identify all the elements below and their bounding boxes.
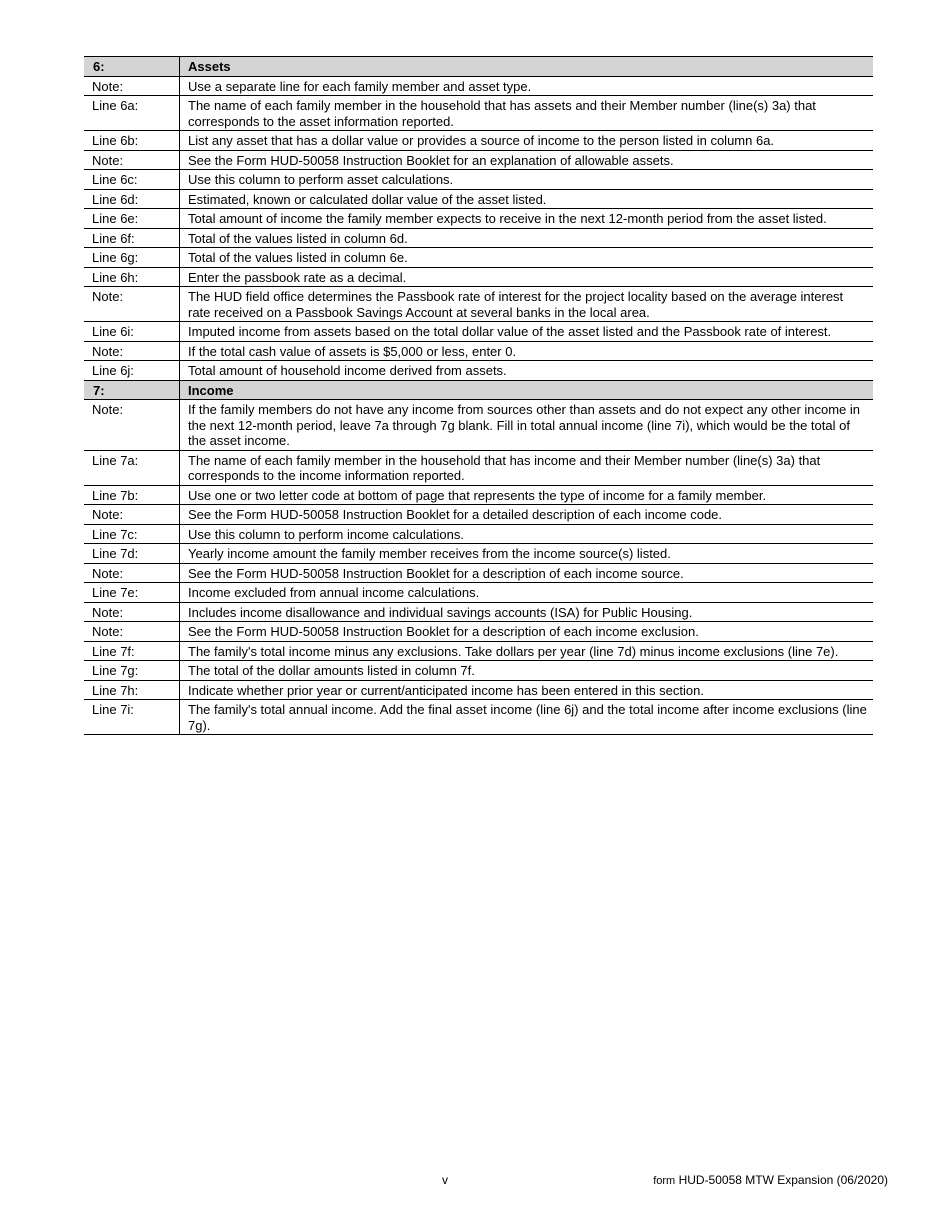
table-row [84, 661, 873, 681]
form-identifier [653, 1173, 888, 1187]
table-row [84, 287, 873, 322]
row-description: Use this column to perform income calculations. [180, 524, 874, 544]
row-label: Note: [84, 505, 180, 525]
row-label: Line 6j: [84, 361, 180, 381]
row-description: See the Form HUD-50058 Instruction Booklet for a description of each income exclusion. [180, 622, 874, 642]
row-label: Line 6h: [84, 267, 180, 287]
row-description: Includes income disallowance and individual savings accounts (ISA) for Public Housing. [180, 602, 874, 622]
row-label: Note: [84, 150, 180, 170]
table-row [84, 563, 873, 583]
table-row [84, 583, 873, 603]
row-description: Yearly income amount the family member receives from the income source(s) listed. [180, 544, 874, 564]
row-description: Use one or two letter code at bottom of page that represents the type of income for a family member. [180, 485, 874, 505]
row-label: Line 7d: [84, 544, 180, 564]
instructions-table [84, 56, 873, 735]
table-row [84, 322, 873, 342]
table-row [84, 602, 873, 622]
row-description: List any asset that has a dollar value or provides a source of income to the person listed in column 6a. [180, 131, 874, 151]
table-row [84, 248, 873, 268]
row-description: The total of the dollar amounts listed in column 7f. [180, 661, 874, 681]
row-label: Note: [84, 400, 180, 451]
row-description: Use this column to perform asset calculations. [180, 170, 874, 190]
row-description: See the Form HUD-50058 Instruction Booklet for a detailed description of each income code. [180, 505, 874, 525]
row-label: Line 7i: [84, 700, 180, 735]
row-description: Total of the values listed in column 6e. [180, 248, 874, 268]
table-row [84, 361, 873, 381]
table-row [84, 641, 873, 661]
row-description: Total of the values listed in column 6d. [180, 228, 874, 248]
row-label: Line 6c: [84, 170, 180, 190]
row-label: Line 7f: [84, 641, 180, 661]
table-row [84, 400, 873, 451]
section-header [84, 380, 873, 400]
row-description: The name of each family member in the household that has assets and their Member number (line(s) 3a) that corresponds to the asset information reported. [180, 96, 874, 131]
row-description: The family's total annual income. Add the final asset income (line 6j) and the total income after income exclusions (line 7g). [180, 700, 874, 735]
table-row [84, 505, 873, 525]
row-label: Note: [84, 76, 180, 96]
table-row [84, 189, 873, 209]
table-row [84, 209, 873, 229]
row-description: See the Form HUD-50058 Instruction Booklet for a description of each income source. [180, 563, 874, 583]
section-title: Assets [180, 57, 874, 77]
table-row [84, 622, 873, 642]
row-label: Line 6f: [84, 228, 180, 248]
row-description: Use a separate line for each family member and asset type. [180, 76, 874, 96]
row-description: The family's total income minus any exclusions. Take dollars per year (line 7d) minus income exclusions (line 7e). [180, 641, 874, 661]
table-row [84, 700, 873, 735]
table-row [84, 96, 873, 131]
table-row [84, 485, 873, 505]
table-row [84, 544, 873, 564]
row-label: Line 7h: [84, 680, 180, 700]
row-description: Total amount of household income derived from assets. [180, 361, 874, 381]
table-row [84, 267, 873, 287]
table-row [84, 150, 873, 170]
row-description: The name of each family member in the household that has income and their Member number (line(s) 3a) that corresponds to the income information reported. [180, 450, 874, 485]
row-label: Note: [84, 563, 180, 583]
instructions-table-body [84, 57, 873, 735]
row-label: Line 6e: [84, 209, 180, 229]
form-name: HUD-50058 MTW Expansion (06/2020) [678, 1173, 888, 1187]
table-row [84, 341, 873, 361]
row-description: The HUD field office determines the Passbook rate of interest for the project locality based on the average interest rate received on a Passbook Savings Account at several banks in the local area. [180, 287, 874, 322]
row-description: See the Form HUD-50058 Instruction Booklet for an explanation of allowable assets. [180, 150, 874, 170]
table-row [84, 524, 873, 544]
form-prefix: form [653, 1175, 676, 1187]
row-label: Note: [84, 602, 180, 622]
row-description: Estimated, known or calculated dollar value of the asset listed. [180, 189, 874, 209]
row-description: Enter the passbook rate as a decimal. [180, 267, 874, 287]
section-header [84, 57, 873, 77]
row-label: Line 6g: [84, 248, 180, 268]
section-title: Income [180, 380, 874, 400]
table-row [84, 450, 873, 485]
row-label: Note: [84, 341, 180, 361]
row-label: Line 7b: [84, 485, 180, 505]
section-number: 7: [84, 380, 180, 400]
row-label: Line 6a: [84, 96, 180, 131]
row-label: Line 7a: [84, 450, 180, 485]
row-label: Line 6d: [84, 189, 180, 209]
row-label: Line 7g: [84, 661, 180, 681]
row-description: Imputed income from assets based on the total dollar value of the asset listed and the Passbook rate of interest. [180, 322, 874, 342]
row-label: Line 6b: [84, 131, 180, 151]
page-number: v [442, 1173, 448, 1187]
row-description: If the total cash value of assets is $5,000 or less, enter 0. [180, 341, 874, 361]
row-description: Indicate whether prior year or current/anticipated income has been entered in this section. [180, 680, 874, 700]
row-label: Note: [84, 287, 180, 322]
section-number: 6: [84, 57, 180, 77]
table-row [84, 131, 873, 151]
table-row [84, 228, 873, 248]
row-description: Income excluded from annual income calculations. [180, 583, 874, 603]
row-label: Line 6i: [84, 322, 180, 342]
row-description: If the family members do not have any income from sources other than assets and do not expect any other income in the next 12-month period, leave 7a through 7g blank. Fill in total annual income (line 7i), which would be the total of the asset income. [180, 400, 874, 451]
row-description: Total amount of income the family member expects to receive in the next 12-month period from the asset listed. [180, 209, 874, 229]
row-label: Note: [84, 622, 180, 642]
table-row [84, 170, 873, 190]
row-label: Line 7e: [84, 583, 180, 603]
table-row [84, 680, 873, 700]
row-label: Line 7c: [84, 524, 180, 544]
table-row [84, 76, 873, 96]
